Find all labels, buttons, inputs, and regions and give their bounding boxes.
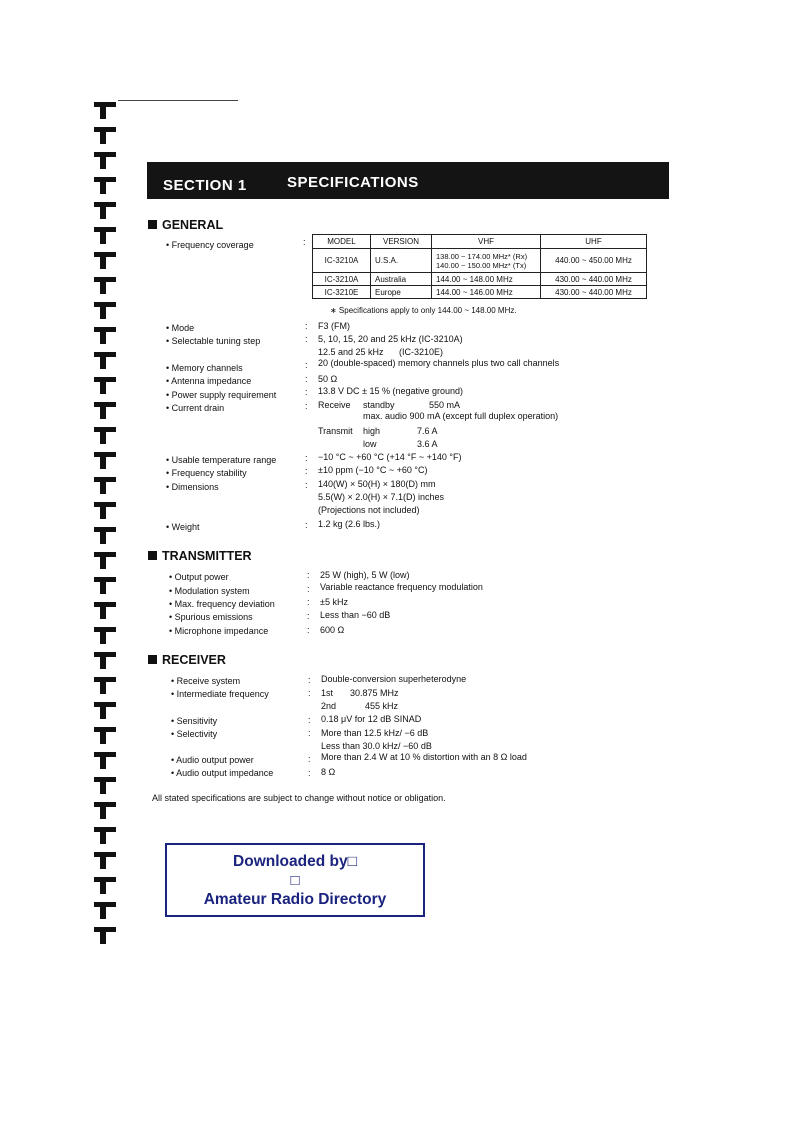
binding-ring (100, 332, 106, 344)
mode-value: F3 (FM) (318, 321, 350, 331)
binding-ring (94, 502, 116, 507)
drain-standby: standby (363, 400, 395, 410)
colon: : (305, 401, 308, 411)
binding-ring (94, 152, 116, 157)
colon: : (307, 570, 310, 580)
deviation-value: ±5 kHz (320, 597, 348, 607)
receive-system-value: Double-conversion superheterodyne (321, 674, 467, 684)
drain-transmit: Transmit (318, 426, 353, 436)
binding-ring (100, 632, 106, 644)
colon: : (308, 768, 311, 778)
binding-ring (94, 627, 116, 632)
binding-ring (94, 452, 116, 457)
binding-ring (100, 607, 106, 619)
mic-impedance-label: • Microphone impedance (169, 626, 269, 636)
binding-ring (100, 482, 106, 494)
power-supply-value: 13.8 V DC ± 15 % (negative ground) (318, 386, 464, 396)
binding-ring (94, 302, 116, 307)
binding-ring (94, 477, 116, 482)
binding-ring (100, 432, 106, 444)
frequency-stability-label: • Frequency stability (166, 468, 247, 478)
mode-label: • Mode (166, 323, 195, 333)
colon: : (307, 611, 310, 621)
output-power-label: • Output power (169, 572, 229, 582)
binding-ring (94, 877, 116, 882)
download-line-2: □ (290, 872, 300, 889)
binding-ring (100, 507, 106, 519)
frequency-coverage-label: • Frequency coverage (166, 240, 254, 250)
colon: : (305, 334, 308, 344)
sensitivity-label: • Sensitivity (171, 716, 218, 726)
audio-output-impedance-value: 8 Ω (321, 767, 336, 777)
binding-ring (100, 782, 106, 794)
table-header-model: MODEL (313, 235, 371, 249)
colon: : (308, 715, 311, 725)
binding-ring (100, 757, 106, 769)
binding-ring (94, 802, 116, 807)
binding-ring (100, 732, 106, 744)
binding-ring (94, 902, 116, 907)
colon: : (303, 237, 306, 247)
binding-ring (94, 177, 116, 182)
receiver-heading: RECEIVER (148, 653, 226, 667)
modulation-label: • Modulation system (169, 586, 250, 596)
binding-ring (94, 252, 116, 257)
binding-ring (94, 527, 116, 532)
table-row: IC-3210A U.S.A. 138.00 ~ 174.00 MHz* (Rx) 140.00 ~ 150.00 MHz* (Tx) 440.00 ~ 450.00 MHz (313, 249, 647, 273)
binding-ring (100, 182, 106, 194)
drain-max-audio: max. audio 900 mA (except full duplex operation) (363, 411, 559, 421)
dimensions-label: • Dimensions (166, 482, 219, 492)
binding-ring (100, 932, 106, 944)
colon: : (307, 584, 310, 594)
colon: : (305, 387, 308, 397)
binding-ring (100, 282, 106, 294)
colon: : (305, 520, 308, 530)
binding-ring (94, 552, 116, 557)
weight-label: • Weight (166, 522, 200, 532)
if-label: • Intermediate frequency (171, 689, 269, 699)
tuning-step-model: (IC-3210E) (399, 347, 444, 357)
modulation-value: Variable reactance frequency modulation (320, 582, 483, 592)
binding-ring (100, 907, 106, 919)
antenna-impedance-label: • Antenna impedance (166, 376, 252, 386)
colon: : (308, 728, 311, 738)
memory-channels-label: • Memory channels (166, 363, 243, 373)
section-number: SECTION 1 (163, 177, 247, 194)
frequency-stability-value: ±10 ppm (−10 °C ~ +60 °C) (318, 465, 428, 475)
output-power-value: 25 W (high), 5 W (low) (320, 570, 410, 580)
temperature-label: • Usable temperature range (166, 455, 277, 465)
audio-output-impedance-label: • Audio output impedance (171, 768, 274, 778)
dimensions-note: (Projections not included) (318, 505, 420, 515)
selectivity-label: • Selectivity (171, 729, 218, 739)
binding-ring (100, 357, 106, 369)
binding-ring (100, 307, 106, 319)
weight-value: 1.2 kg (2.6 lbs.) (318, 519, 381, 529)
binding-ring (100, 207, 106, 219)
colon: : (305, 321, 308, 331)
binding-ring (100, 457, 106, 469)
colon: : (307, 597, 310, 607)
binding-ring (94, 577, 116, 582)
section-banner (147, 162, 669, 199)
selectivity-value: Less than 30.0 kHz/ −60 dB (321, 741, 432, 751)
binding-ring (100, 582, 106, 594)
binding-ring (100, 682, 106, 694)
binding-ring (94, 927, 116, 932)
binding-ring (100, 807, 106, 819)
binding-ring (94, 377, 116, 382)
colon: : (305, 374, 308, 384)
if-2nd-value: 455 kHz (365, 701, 399, 711)
drain-receive: Receive (318, 400, 351, 410)
drain-high-value: 7.6 A (417, 426, 438, 436)
drain-standby-value: 550 mA (429, 400, 461, 410)
table-note: ∗ Specifications apply to only 144.00 ~ 148.00 MHz. (330, 306, 517, 315)
table-header-version: VERSION (371, 235, 432, 249)
binding-ring (94, 277, 116, 282)
table-row: IC-3210E Europe 144.00 ~ 146.00 MHz 430.00 ~ 440.00 MHz (313, 286, 647, 299)
mic-impedance-value: 600 Ω (320, 625, 345, 635)
temperature-value: −10 °C ~ +60 °C (+14 °F ~ +140 °F) (318, 452, 462, 462)
binding-ring (100, 232, 106, 244)
colon: : (308, 688, 311, 698)
binding-ring (94, 202, 116, 207)
drain-low: low (363, 439, 377, 449)
drain-high: high (363, 426, 381, 436)
colon: : (308, 675, 311, 685)
dimensions-value: 140(W) × 50(H) × 180(D) mm (318, 479, 436, 489)
frequency-table (312, 234, 647, 299)
binding-ring (94, 102, 116, 107)
current-drain-label: • Current drain (166, 403, 225, 413)
binding-ring (94, 127, 116, 132)
table-header-uhf: UHF (541, 235, 647, 249)
transmitter-heading: TRANSMITTER (148, 549, 252, 563)
binding-ring (94, 402, 116, 407)
binding-ring (100, 532, 106, 544)
binding-ring (100, 557, 106, 569)
tuning-step-label: • Selectable tuning step (166, 336, 261, 346)
top-rule (118, 100, 238, 101)
download-line-3: Amateur Radio Directory (203, 891, 387, 908)
audio-output-power-value: More than 2.4 W at 10 % distortion with an 8 Ω load (321, 752, 527, 762)
binding-ring (100, 657, 106, 669)
binding-ring (100, 832, 106, 844)
binding-ring (100, 382, 106, 394)
general-heading: GENERAL (148, 218, 223, 232)
spurious-value: Less than −60 dB (320, 610, 391, 620)
binding-ring (94, 227, 116, 232)
table-row: IC-3210A Australia 144.00 ~ 148.00 MHz 430.00 ~ 440.00 MHz (313, 273, 647, 286)
binding-ring (94, 427, 116, 432)
binding-ring (94, 852, 116, 857)
square-bullet-icon (148, 220, 157, 229)
tuning-step-value: 5, 10, 15, 20 and 25 kHz (IC-3210A) (318, 334, 463, 344)
deviation-label: • Max. frequency deviation (169, 599, 275, 609)
table-header-vhf: VHF (432, 235, 541, 249)
binding-ring (94, 702, 116, 707)
binding-ring (100, 107, 106, 119)
section-title: SPECIFICATIONS (287, 174, 419, 191)
sensitivity-value: 0.18 μV for 12 dB SINAD (321, 714, 422, 724)
binding-ring (94, 677, 116, 682)
binding-ring (94, 727, 116, 732)
binding-ring (100, 257, 106, 269)
if-2nd: 2nd (321, 701, 337, 711)
colon: : (308, 754, 311, 764)
dimensions-value: 5.5(W) × 2.0(H) × 7.1(D) inches (318, 492, 445, 502)
binding-ring (100, 407, 106, 419)
antenna-impedance-value: 50 Ω (318, 374, 338, 384)
specification-disclaimer: All stated specifications are subject to change without notice or obligation. (152, 793, 446, 803)
memory-channels-value: 20 (double-spaced) memory channels plus two call channels (318, 358, 560, 368)
colon: : (305, 480, 308, 490)
binding-ring (100, 707, 106, 719)
download-watermark-box (165, 843, 425, 917)
power-supply-label: • Power supply requirement (166, 390, 277, 400)
binding-ring (94, 652, 116, 657)
if-1st: 1st (321, 688, 334, 698)
binding-ring (94, 352, 116, 357)
selectivity-value: More than 12.5 kHz/ −6 dB (321, 728, 429, 738)
binding-ring (100, 857, 106, 869)
if-1st-value: 30.875 MHz (350, 688, 399, 698)
binding-ring (100, 882, 106, 894)
colon: : (305, 466, 308, 476)
binding-ring (94, 827, 116, 832)
drain-low-value: 3.6 A (417, 439, 438, 449)
binding-ring (100, 132, 106, 144)
square-bullet-icon (148, 655, 157, 664)
colon: : (305, 360, 308, 370)
spiral-binding (94, 96, 120, 946)
colon: : (307, 625, 310, 635)
binding-ring (94, 777, 116, 782)
audio-output-power-label: • Audio output power (171, 755, 254, 765)
spurious-label: • Spurious emissions (169, 612, 253, 622)
download-line-1: Downloaded by□ (233, 853, 357, 870)
binding-ring (94, 752, 116, 757)
binding-ring (100, 157, 106, 169)
square-bullet-icon (148, 551, 157, 560)
binding-ring (94, 602, 116, 607)
colon: : (305, 453, 308, 463)
receive-system-label: • Receive system (171, 676, 241, 686)
tuning-step-value: 12.5 and 25 kHz (318, 347, 384, 357)
binding-ring (94, 327, 116, 332)
